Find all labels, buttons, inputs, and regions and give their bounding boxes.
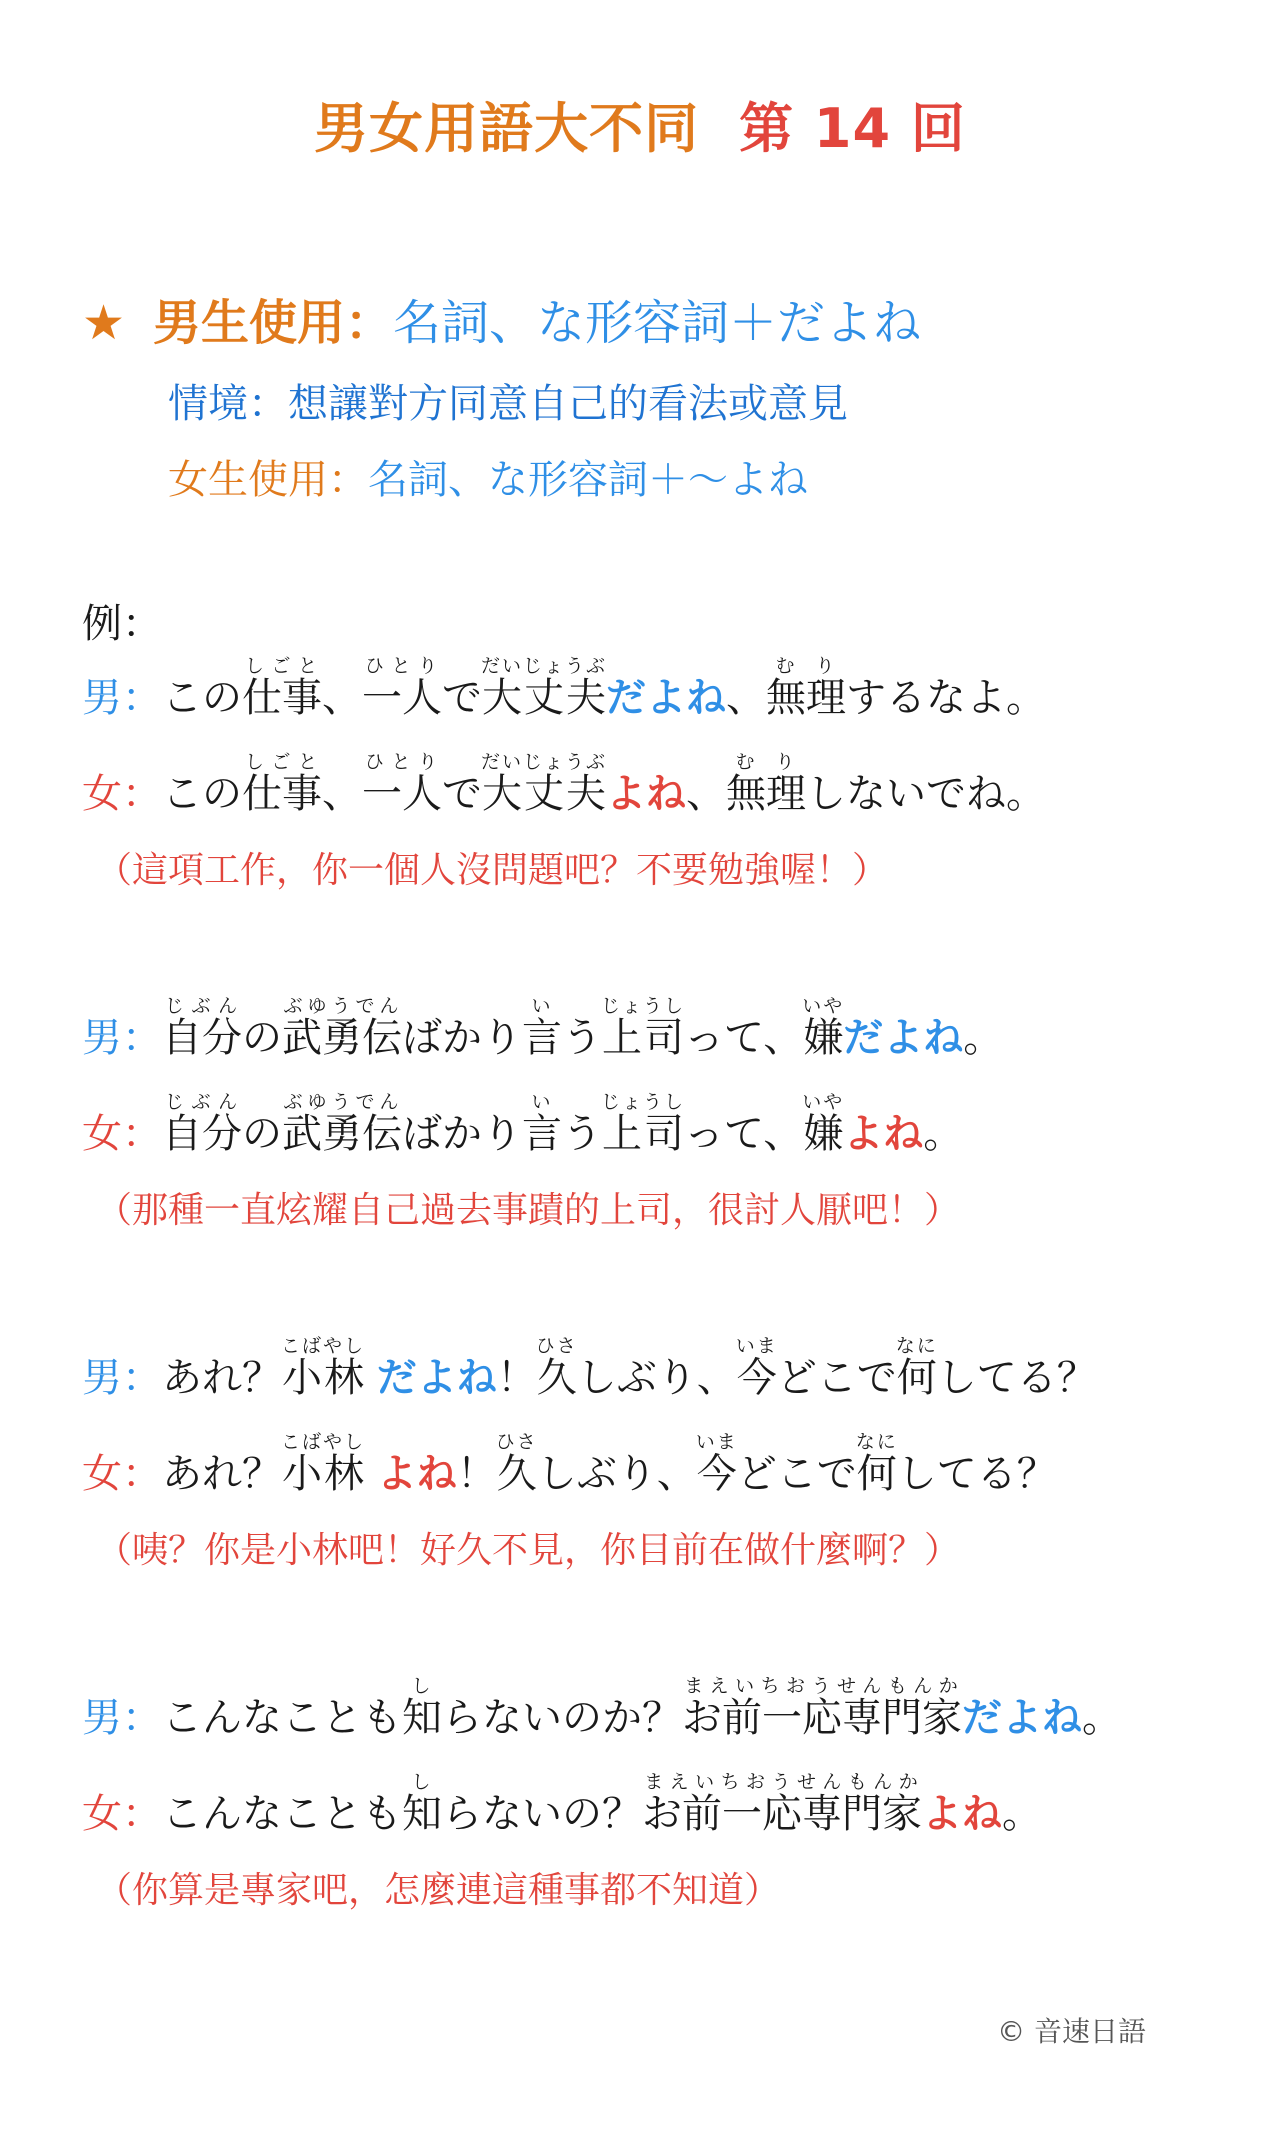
- title-episode: 第 14 回: [739, 97, 966, 160]
- speaker-male-label: 男：: [82, 1695, 162, 1741]
- sentence-text: で: [442, 771, 482, 817]
- sentence-text: って、: [684, 1111, 804, 1157]
- furigana-word: 何なに: [895, 1335, 938, 1401]
- sentence-text: するなよ。: [846, 675, 1047, 721]
- male-usage-label: 男生使用：: [153, 295, 394, 351]
- sentence-text: 、: [686, 771, 727, 817]
- sentence-text: こんなことも: [162, 1791, 402, 1837]
- female-sentence: [82, 1076, 1202, 1172]
- translation: （那種一直炫耀自己過去事蹟的上司，很討人厭吧！）: [96, 1190, 961, 1231]
- furigana-word: 知し: [402, 1675, 442, 1741]
- sentence-text: してる？: [936, 1355, 1097, 1401]
- sentence-text: らないのか？: [442, 1695, 682, 1741]
- page-title: [0, 86, 1280, 163]
- furigana-word: 久ひさ: [495, 1431, 538, 1497]
- furigana-word: 今いま: [695, 1431, 738, 1497]
- speaker-female-label: 女：: [82, 771, 162, 817]
- highlight-ending: だよね: [962, 1695, 1082, 1741]
- furigana-word: 嫌いや: [802, 1091, 845, 1157]
- sentence-text: しぶり、: [576, 1355, 737, 1401]
- sentence-text: ばかり: [402, 1015, 522, 1061]
- furigana-word: 嫌いや: [802, 995, 845, 1061]
- speaker-female-label: 女：: [82, 1791, 162, 1837]
- furigana-word: 無理むり: [726, 751, 807, 817]
- speaker-male-label: 男：: [82, 675, 162, 721]
- example-label: 例：: [82, 601, 162, 647]
- highlight-ending: よね: [843, 1111, 924, 1157]
- sentence-text: 。: [923, 1111, 964, 1157]
- speaker-female-label: 女：: [82, 1451, 162, 1497]
- sentence-text: 。: [1002, 1791, 1042, 1837]
- sentence-text: 、: [322, 771, 362, 817]
- sentence-text: どこで: [736, 1451, 857, 1497]
- sentence-text: しぶり、: [536, 1451, 697, 1497]
- furigana-word: 久ひさ: [535, 1335, 578, 1401]
- highlight-ending: よね: [922, 1791, 1002, 1837]
- furigana-word: お前一応専門家まえいちおうせんもんか: [682, 1675, 962, 1741]
- furigana-word: 何なに: [855, 1431, 898, 1497]
- copyright-text: © 音速日語: [997, 2015, 1146, 2048]
- example-block-4: [82, 1660, 1202, 1913]
- sentence-text: 、: [322, 675, 362, 721]
- furigana-word: 仕事しごと: [242, 751, 322, 817]
- furigana-word: 小林こばやし: [281, 1335, 366, 1401]
- furigana-word: 言い: [522, 1091, 562, 1157]
- sentence-text: この: [162, 675, 242, 721]
- highlight-ending: よね: [376, 1451, 457, 1497]
- sentence-text: どこで: [776, 1355, 897, 1401]
- sentence-text: あれ？: [162, 1355, 282, 1401]
- male-sentence: [82, 1320, 1202, 1416]
- furigana-word: 大丈夫だいじょうぶ: [481, 655, 608, 721]
- sentence-text: 、: [726, 675, 767, 721]
- sentence-text: ！: [456, 1451, 497, 1497]
- furigana-word: 上司じょうし: [601, 1091, 686, 1157]
- sentence-text: こんなことも: [162, 1695, 402, 1741]
- furigana-word: 言い: [522, 995, 562, 1061]
- translation: （你算是專家吧，怎麼連這種事都不知道）: [96, 1870, 781, 1911]
- male-sentence: [82, 1660, 1202, 1756]
- furigana-word: 武勇伝ぶゆうでん: [282, 995, 402, 1061]
- furigana-word: お前一応専門家まえいちおうせんもんか: [642, 1771, 922, 1837]
- highlight-ending: だよね: [606, 675, 727, 721]
- female-usage-pattern: 名詞、な形容詞＋〜よね: [368, 457, 808, 503]
- translation: （咦？你是小林吧！好久不見，你目前在做什麼啊？）: [96, 1530, 961, 1571]
- furigana-word: 一人ひとり: [362, 655, 442, 721]
- furigana-word: 知し: [402, 1771, 442, 1837]
- highlight-ending: だよね: [376, 1355, 497, 1401]
- highlight-ending: だよね: [843, 1015, 964, 1061]
- male-usage-pattern: 名詞、な形容詞＋だよね: [393, 295, 922, 351]
- male-sentence: [82, 980, 1202, 1076]
- female-sentence: [82, 736, 1202, 832]
- furigana-word: 大丈夫だいじょうぶ: [481, 751, 608, 817]
- sentence-text: 。: [1082, 1695, 1122, 1741]
- sentence-text: この: [162, 771, 242, 817]
- sentence-text: う: [562, 1111, 602, 1157]
- example-block-2: [82, 980, 1202, 1233]
- sentence-text: してる？: [896, 1451, 1057, 1497]
- sentence-text: ばかり: [402, 1111, 522, 1157]
- title-main: 男女用語大不同: [314, 97, 700, 160]
- situation-text: 情境：想讓對方同意自己的看法或意見: [168, 381, 848, 427]
- furigana-word: 小林こばやし: [281, 1431, 366, 1497]
- translation: （這項工作，你一個人沒問題吧？不要勉強喔！）: [96, 850, 889, 891]
- example-block-3: [82, 1320, 1202, 1573]
- speaker-male-label: 男：: [82, 1015, 162, 1061]
- sentence-text: らないの？: [442, 1791, 642, 1837]
- speaker-female-label: 女：: [82, 1111, 162, 1157]
- furigana-word: 自分じぶん: [162, 1091, 242, 1157]
- female-sentence: [82, 1756, 1202, 1852]
- sentence-text: あれ？: [162, 1451, 282, 1497]
- sentence-text: 。: [963, 1015, 1004, 1061]
- sentence-text: ！: [496, 1355, 537, 1401]
- furigana-word: 武勇伝ぶゆうでん: [282, 1091, 402, 1157]
- furigana-word: 仕事しごと: [242, 655, 322, 721]
- sentence-text: う: [562, 1015, 602, 1061]
- furigana-word: 今いま: [735, 1335, 778, 1401]
- female-usage-label: 女生使用：: [168, 457, 368, 503]
- speaker-male-label: 男：: [82, 1355, 162, 1401]
- sentence-text: しないでね。: [806, 771, 1047, 817]
- furigana-word: 無理むり: [766, 655, 847, 721]
- furigana-word: 一人ひとり: [362, 751, 442, 817]
- star-icon: ★: [82, 295, 126, 351]
- male-sentence: [82, 640, 1202, 736]
- female-sentence: [82, 1416, 1202, 1512]
- highlight-ending: よね: [606, 771, 687, 817]
- grammar-rule-male: [82, 284, 921, 353]
- sentence-text: の: [242, 1015, 282, 1061]
- sentence-text: の: [242, 1111, 282, 1157]
- furigana-word: 自分じぶん: [162, 995, 242, 1061]
- sentence-text: って、: [684, 1015, 804, 1061]
- example-block-1: [82, 640, 1202, 893]
- grammar-rule-female: [168, 448, 808, 505]
- sentence-text: で: [442, 675, 482, 721]
- furigana-word: 上司じょうし: [601, 995, 686, 1061]
